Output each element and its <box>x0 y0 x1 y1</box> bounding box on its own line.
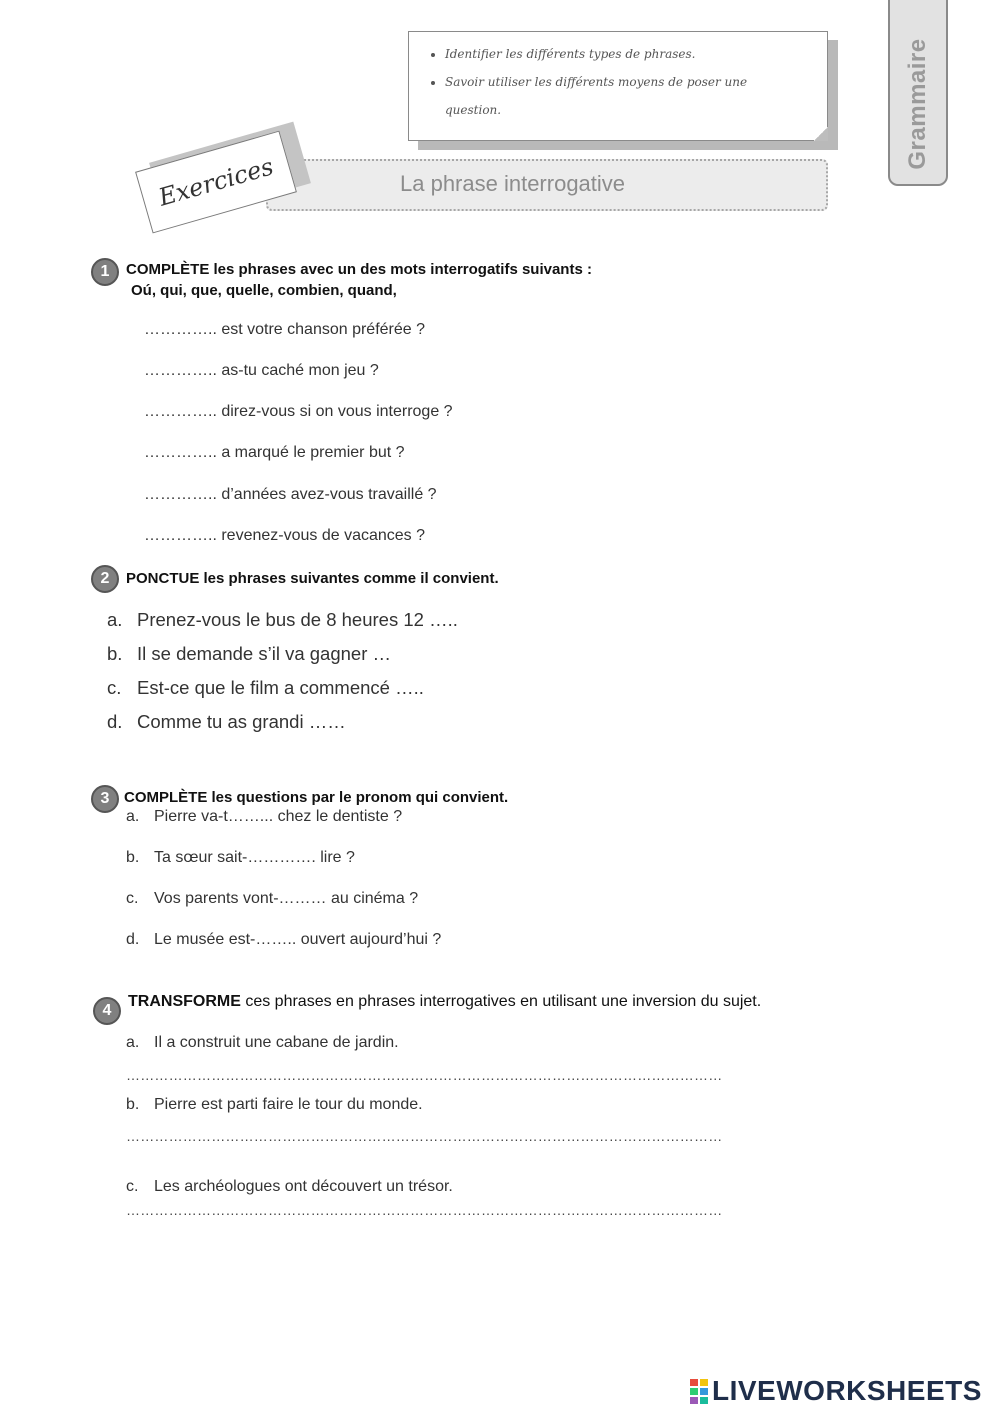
item-letter: c. <box>126 890 139 907</box>
page-title: La phrase interrogative <box>400 171 626 196</box>
exercise-3-item <box>126 808 402 826</box>
answer-line[interactable]: ……………………………………………………………………………………………………………… <box>126 1067 723 1083</box>
exercise-number-text: 4 <box>102 1002 112 1019</box>
exercise-1-word-list: Oú, qui, que, quelle, combien, quand, <box>131 282 397 299</box>
exercise-number-text: 1 <box>100 263 110 280</box>
exercise-1-item: ………….. a marqué le premier but ? <box>144 444 405 461</box>
objectives-list <box>409 32 827 124</box>
item-text: Ta sœur sait-…………. lire ? <box>154 849 355 866</box>
exercise-1-item: ………….. direz-vous si on vous interroge ? <box>144 403 453 420</box>
exercise-4-item <box>126 1178 453 1196</box>
item-letter: a. <box>126 808 140 825</box>
item-text: Pierre est parti faire le tour du monde. <box>154 1096 423 1113</box>
exercise-number-text: 3 <box>100 790 110 807</box>
item-letter: b. <box>126 849 140 866</box>
exercise-1-item: ………….. est votre chanson préférée ? <box>144 321 426 338</box>
item-letter: a. <box>107 609 123 630</box>
objective-item: • Identifier les différents types de phrases. <box>445 40 811 68</box>
item-text: Le musée est-…….. ouvert aujourd’hui ? <box>154 931 442 948</box>
exercise-4-number <box>93 997 121 1025</box>
exercise-3-instruction: COMPLÈTE les questions par le pronom qui convient. <box>124 789 509 806</box>
item-letter: b. <box>126 1096 140 1113</box>
exercise-2-item <box>107 643 391 665</box>
page-curl-icon <box>814 127 828 141</box>
exercise-4-instruction <box>128 993 761 1011</box>
item-letter: c. <box>126 1178 139 1195</box>
exercise-2-instruction: PONCTUE les phrases suivantes comme il convient. <box>126 570 499 587</box>
exercise-4-item <box>126 1034 399 1052</box>
exercise-2-item <box>107 711 346 733</box>
exercise-2-item <box>107 609 458 631</box>
item-letter: b. <box>107 643 123 664</box>
answer-line[interactable]: ……………………………………………………………………………………………………………… <box>126 1202 723 1218</box>
item-text: Il a construit une cabane de jardin. <box>154 1034 399 1051</box>
instruction-verb: TRANSFORME <box>128 993 241 1010</box>
exercise-3-item <box>126 890 418 908</box>
side-tab-label: Grammaire <box>904 38 931 170</box>
logo-block <box>690 1379 698 1386</box>
exercise-3-number <box>91 785 119 813</box>
exercise-1-instruction: COMPLÈTE les phrases avec un des mots interrogatifs suivants : <box>126 261 592 278</box>
item-text: Est-ce que le film a commencé ….. <box>137 677 424 698</box>
logo-block <box>690 1388 698 1395</box>
item-text: Pierre va-t……... chez le dentiste ? <box>154 808 403 825</box>
exercise-1-number <box>91 258 119 286</box>
logo-blocks-icon <box>690 1379 708 1404</box>
objective-item: • Savoir utiliser les différents moyens de poser une question. <box>445 68 775 124</box>
item-letter: d. <box>107 711 123 732</box>
exercise-2-number <box>91 565 119 593</box>
item-text: Vos parents vont-……… au cinéma ? <box>154 890 419 907</box>
liveworksheets-logo <box>690 1374 982 1408</box>
instruction-rest: ces phrases en phrases interrogatives en utilisant une inversion du sujet. <box>240 993 762 1010</box>
logo-block <box>700 1388 708 1395</box>
item-letter: d. <box>126 931 140 948</box>
exercise-2-item <box>107 677 424 699</box>
logo-text: LIVEWORKSHEETS <box>712 1375 982 1406</box>
logo-block <box>700 1379 708 1386</box>
item-letter: c. <box>107 677 122 698</box>
exercise-4-item <box>126 1096 423 1114</box>
exercise-3-item <box>126 931 441 949</box>
exercise-1-item: ………….. d’années avez-vous travaillé ? <box>144 486 437 503</box>
exercise-number-text: 2 <box>100 570 110 587</box>
exercises-card-label: Exercices <box>155 152 277 212</box>
answer-line[interactable]: ……………………………………………………………………………………………………………… <box>126 1128 723 1144</box>
objectives-note <box>408 31 828 141</box>
item-text: Prenez-vous le bus de 8 heures 12 ….. <box>137 609 458 630</box>
item-text: Il se demande s’il va gagner … <box>137 643 391 664</box>
exercise-1-item: ………….. as-tu caché mon jeu ? <box>144 362 379 379</box>
exercise-1-item: ………….. revenez-vous de vacances ? <box>144 527 426 544</box>
item-text: Les archéologues ont découvert un trésor. <box>154 1178 453 1195</box>
logo-block <box>700 1397 708 1404</box>
exercise-3-item <box>126 849 355 867</box>
logo-block <box>690 1397 698 1404</box>
item-text: Comme tu as grandi …… <box>137 711 346 732</box>
item-letter: a. <box>126 1034 140 1051</box>
